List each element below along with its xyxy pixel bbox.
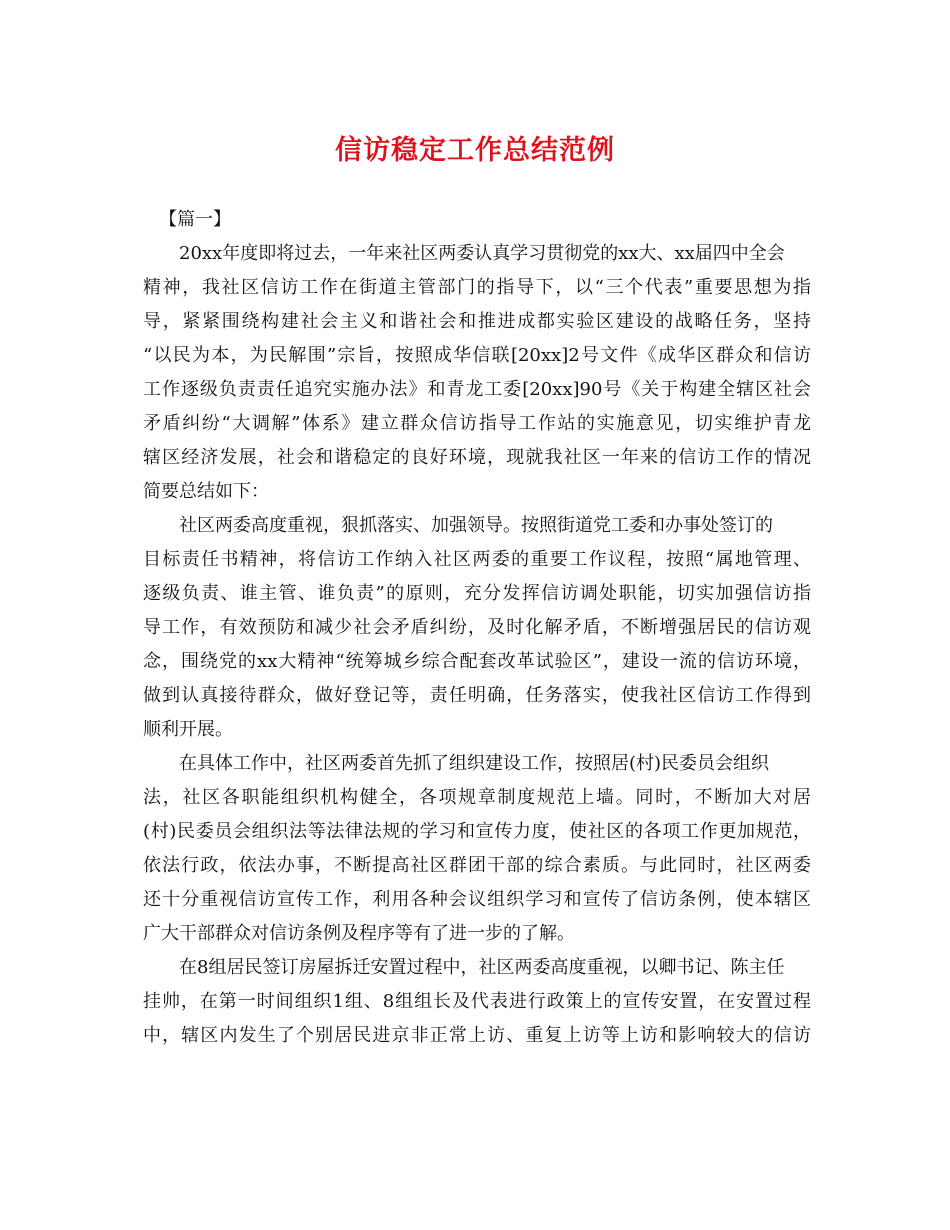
paragraph-line: 做到认真接待群众，做好登记等，责任明确，任务落实，使我社区信访工作得到	[143, 685, 811, 706]
paragraph-line: 导，紧紧围绕构建社会主义和谐社会和推进成都实验区建设的战略任务，坚持	[143, 311, 811, 332]
paragraph-line: 在8组居民签订房屋拆迁安置过程中，社区两委高度重视，以卿书记、陈主任	[179, 957, 785, 978]
paragraph-line: 依法行政，依法办事，不断提高社区群团干部的综合素质。与此同时，社区两委	[143, 855, 811, 876]
paragraph-line: (村)民委员会组织法等法律法规的学习和宣传力度，使社区的各项工作更加规范，	[143, 821, 811, 842]
document-body	[143, 203, 811, 1053]
paragraph-line: 矛盾纠纷“大调解”体系》建立群众信访指导工作站的实施意见，切实维护青龙	[143, 413, 811, 434]
paragraph-line: 20xx年度即将过去，一年来社区两委认真学习贯彻党的xx大、xx届四中全会	[179, 243, 785, 264]
paragraph-line: 导工作，有效预防和减少社会矛盾纠纷，及时化解矛盾，不断增强居民的信访观	[143, 617, 811, 638]
paragraph-line: 精神，我社区信访工作在街道主管部门的指导下，以“三个代表”重要思想为指	[143, 277, 811, 298]
paragraph-line: 广大干部群众对信访条例及程序等有了进一步的了解。	[143, 923, 575, 944]
paragraph-line: 中，辖区内发生了个别居民进京非正常上访、重复上访等上访和影响较大的信访	[143, 1025, 811, 1046]
paragraph-line: 工作逐级负责责任追究实施办法》和青龙工委[20xx]90号《关于构建全辖区社会	[143, 379, 811, 400]
document-title: 信访稳定工作总结范例	[335, 135, 615, 166]
paragraph-line: 社区两委高度重视，狠抓落实、加强领导。按照街道党工委和办事处签订的	[179, 515, 773, 536]
paragraph-line: “以民为本，为民解围”宗旨，按照成华信联[20xx]2号文件《成华区群众和信访	[143, 345, 811, 366]
paragraph-line: 顺利开展。	[143, 719, 233, 740]
paragraph-line: 辖区经济发展，社会和谐稳定的良好环境，现就我社区一年来的信访工作的情况	[143, 447, 811, 468]
paragraph-line: 目标责任书精神，将信访工作纳入社区两委的重要工作议程，按照“属地管理、	[143, 549, 811, 570]
paragraph-line: 在具体工作中，社区两委首先抓了组织建设工作，按照居(村)民委员会组织	[179, 753, 770, 774]
paragraph-line: 简要总结如下：	[143, 481, 269, 502]
paragraph-line: 还十分重视信访宣传工作，利用各种会议组织学习和宣传了信访条例，使本辖区	[143, 889, 811, 910]
section-heading: 【篇一】	[159, 209, 231, 230]
paragraph-line: 法，社区各职能组织机构健全，各项规章制度规范上墙。同时，不断加大对居	[143, 787, 811, 808]
paragraph-line: 挂帅，在第一时间组织1组、8组组长及代表进行政策上的宣传安置，在安置过程	[143, 991, 811, 1012]
paragraph-line: 逐级负责、谁主管、谁负责”的原则，充分发挥信访调处职能，切实加强信访指	[143, 583, 811, 604]
paragraph-line: 念，围绕党的xx大精神“统筹城乡综合配套改革试验区”，建设一流的信访环境，	[143, 651, 811, 672]
